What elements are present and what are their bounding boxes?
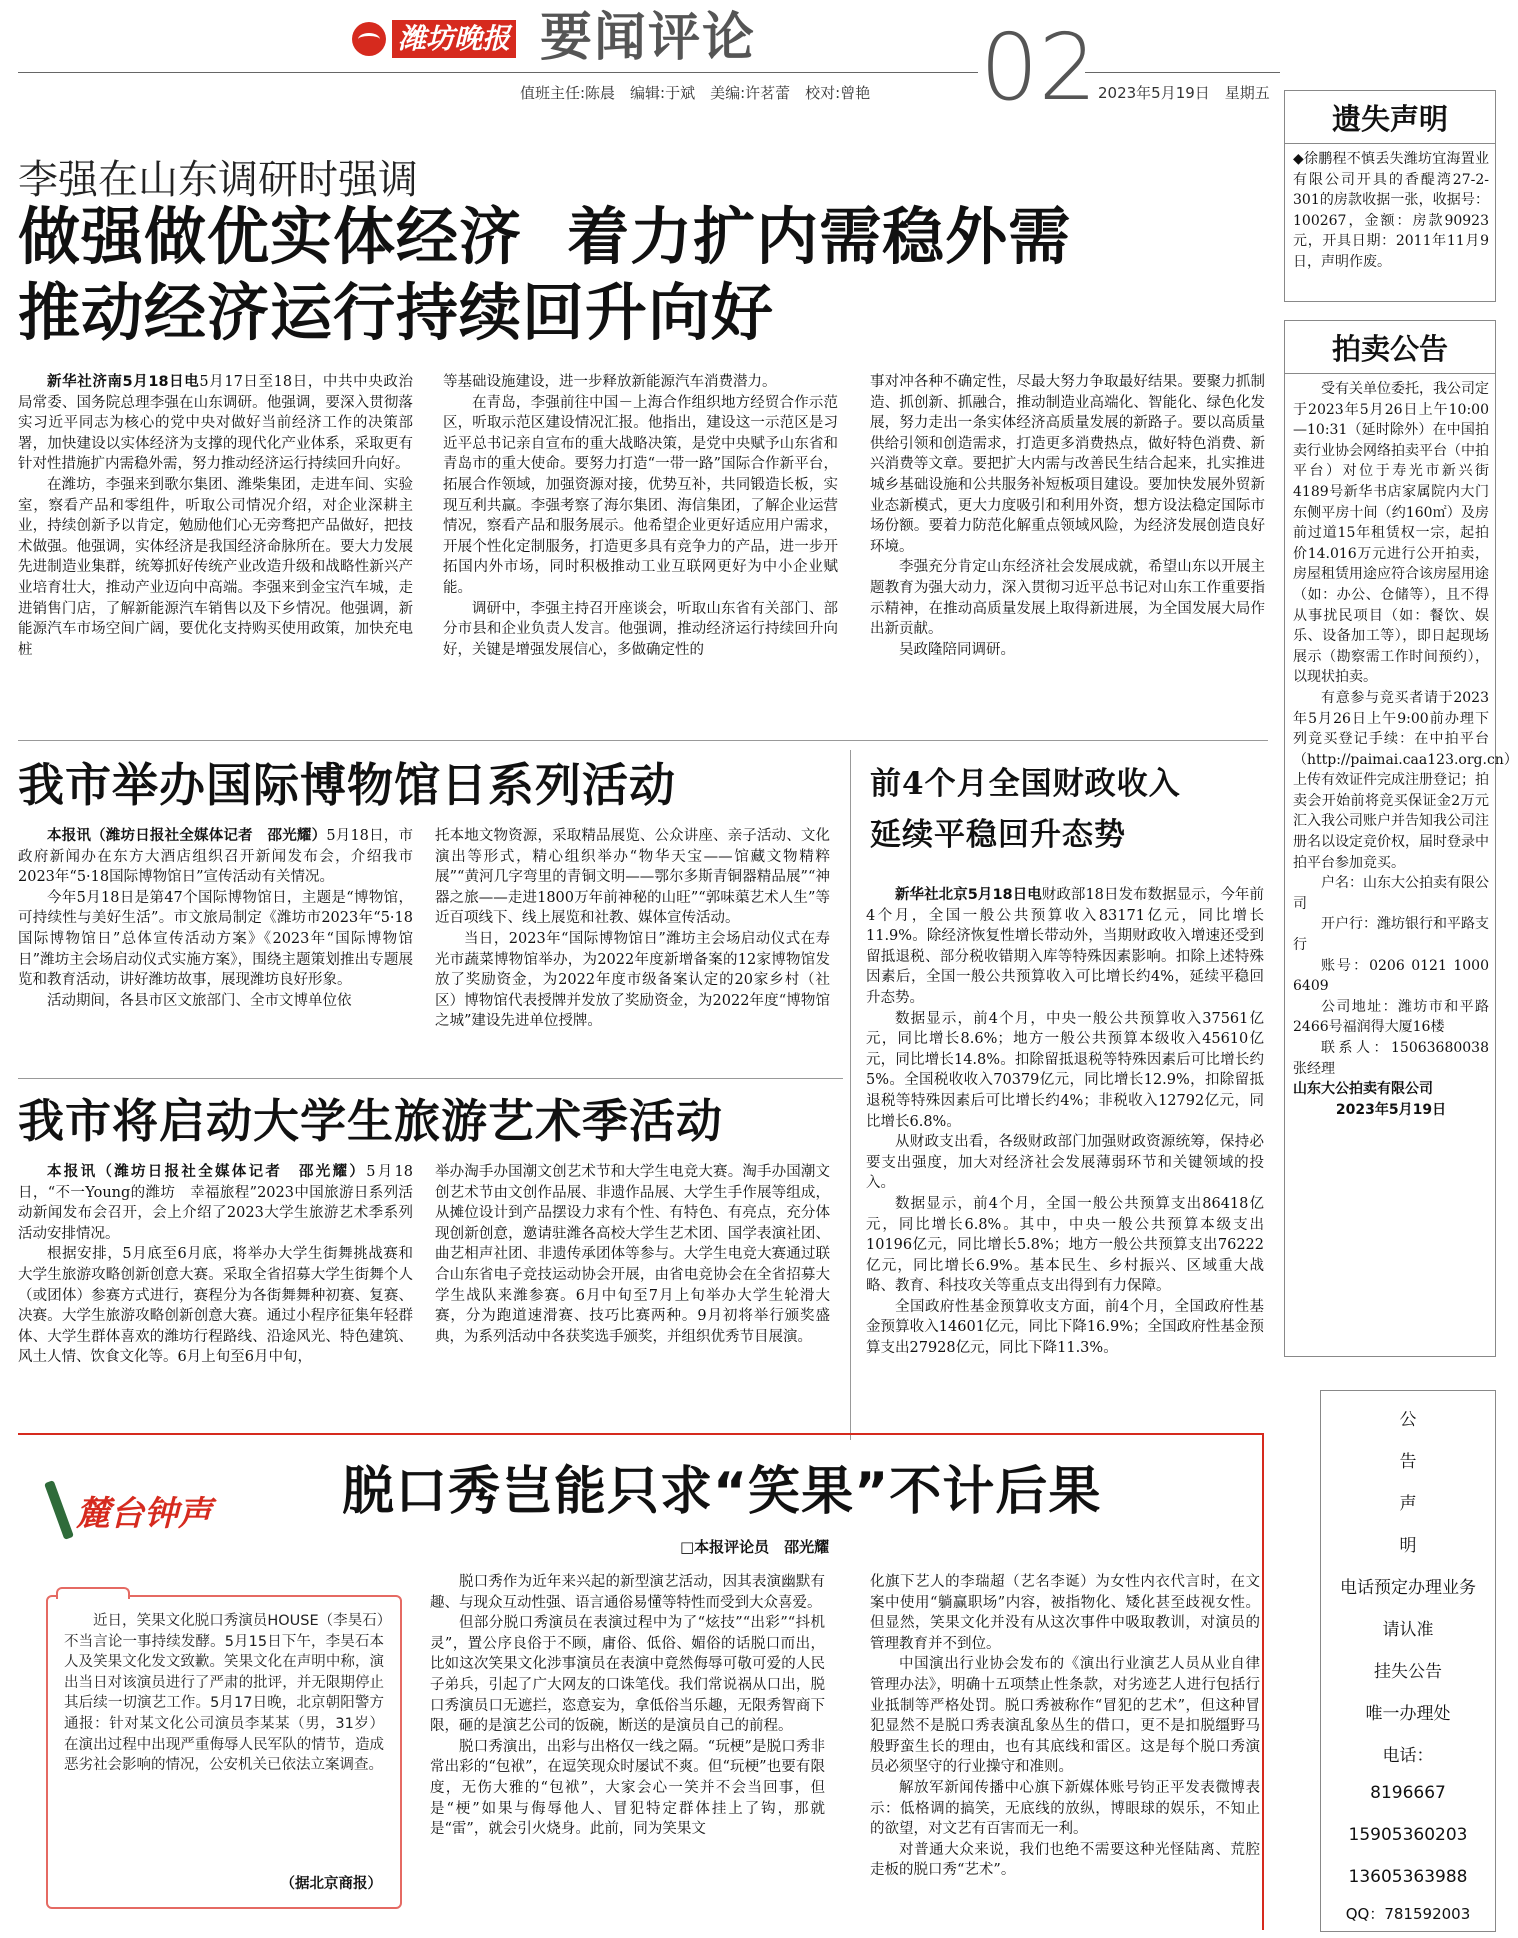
university-column-1 — [18, 1162, 413, 1427]
auction-line: 户名：山东大公拍卖有限公司 — [1293, 875, 1489, 912]
lead-byline: 新华社济南5月18日电 — [47, 374, 200, 390]
museum-paragraph: 活动期间，各县市区文旅部门、全市文博单位依 — [47, 992, 352, 1009]
commentary-column-1 — [430, 1572, 825, 1922]
phone-number: 15905360203 — [1348, 1825, 1468, 1845]
notice-line: 挂失公告 — [1374, 1662, 1442, 1682]
commentary-paragraph: 对普通大众来说，我们也绝不需要这种光怪陆离、荒腔走板的脱口秀“艺术”。 — [870, 1841, 1260, 1879]
lead-paragraph: 等基础设施建设，进一步释放新能源汽车消费潜力。 — [443, 374, 777, 390]
notice-line: 请认准 — [1382, 1620, 1434, 1640]
notice-line: 唯一办理处 — [1365, 1704, 1451, 1724]
fiscal-headline-2: 延续平稳回升态势 — [870, 817, 1126, 853]
auction-company: 山东大公拍卖有限公司 — [1293, 1081, 1433, 1098]
column-logo: 麓台钟声 — [76, 1494, 212, 1534]
sidebar-source: （据北京商报） — [280, 1876, 382, 1892]
masthead-rule-left — [18, 72, 978, 73]
lead-column-3 — [870, 372, 1265, 712]
museum-paragraph: 当日，2023年“国际博物馆日”潍坊主会场启动仪式在寿光市蔬菜博物馆举办，为2022年度新增备案的12家博物馆发放了奖励资金，为2022年度市级备案认定的20家乡村（社区）博物馆代表授牌并发放了奖励资金，为2022年度“博物馆之城”建设先进单位授牌。 — [435, 930, 830, 1030]
lead-paragraph: 5月17日至18日，中共中央政治局常委、国务院总理李强在山东调研。他强调，要深入贯彻落实习近平同志为核心的党中央对做好当前经济工作的决策部署，加快建设以实体经济为支撑的现代化产业体系，采取更有针对性措施扩内需稳外需，努力推动经济运行持续回升向好。 — [18, 374, 413, 473]
museum-headline: 我市举办国际博物馆日系列活动 — [18, 758, 676, 812]
fiscal-paragraph: 全国政府性基金预算收支方面，前4个月，全国政府性基金预算收入14601亿元，同比下降16.9%；全国政府性基金预算支出27928亿元，同比下降11.3%。 — [866, 1298, 1264, 1357]
page-number: 02 — [980, 14, 1098, 121]
university-column-2 — [435, 1162, 830, 1427]
museum-byline: 本报讯（潍坊日报社全媒体记者 邵光耀） — [47, 828, 327, 844]
commentary-author: □本报评论员 邵光耀 — [680, 1538, 830, 1556]
commentary-paragraph: 但部分脱口秀演员在表演过程中为了“炫技”“出彩”“抖机灵”，置公序良俗于不顾，庸俗、低俗、媚俗的话脱口而出，比如这次笑果文化涉事演员在表演中竟然侮辱可敬可爱的人民子弟兵，引起了广大网友的口诛笔伐。我们常说祸从口出，脱口秀演员口无遮拦，恣意妄为，拿低俗当乐趣，无限秀智商下限，砸的是演艺公司的饭碗，断送的是演员自己的前程。 — [430, 1615, 825, 1735]
issue-date: 2023年5月19日 星期五 — [1098, 84, 1270, 102]
museum-paragraph: 托本地文物资源，采取精品展览、公众讲座、亲子活动、文化演出等形式，精心组织举办“物华天宝——馆藏文物精粹展”“黄河几字弯里的青铜文明——鄂尔多斯青铜器精品展”“神器之旅——走进1800万年前神秘的山旺”“郭味蕖艺术人生”等近百项线下、线上展览和社教、媒体宣传活动。 — [435, 828, 830, 927]
notice-title-char: 告 — [1399, 1452, 1417, 1472]
auction-body — [1293, 379, 1518, 1120]
lead-paragraph: 在潍坊，李强来到歌尔集团、潍柴集团，走进车间、实验室，察看产品和零组件，听取公司情况介绍，对企业深耕主业，持续创新予以肯定，勉励他们心无旁骛把产品做好，把技术做强。他强调，实体经济是我国经济命脉所在。要大力发展先进制造业集群，统筹抓好传统产业改造升级和战略性新兴产业培育壮大，推动产业迈向中高端。李强来到金宝汽车城，走进销售门店，了解新能源汽车销售以及下乡情况。他强调，新能源汽车市场空间广阔，要优化支持购买使用政策，加快充电桩 — [18, 476, 413, 658]
lead-paragraph: 调研中，李强主持召开座谈会，听取山东省有关部门、部分市县和企业负责人发言。他强调，推动经济运行持续回升向好，关键是增强发展信心，多做确定性的 — [443, 600, 838, 658]
fiscal-paragraph: 财政部18日发布数据显示，今年前4个月，全国一般公共预算收入83171亿元，同比增长11.9%。除经济恢复性增长带动外，当期财政收入增速还受到留抵退税、部分税收错期入库等特殊因素影响。扣除上述特殊因素后，全国一般公共预算收入可比增长约4%，延续平稳回升态势。 — [866, 887, 1264, 1006]
lead-paragraph: 李强充分肯定山东经济社会发展成就，希望山东以开展主题教育为强大动力，深入贯彻习近平总书记对山东工作重要指示精神，在推动高质量发展上取得新进展，为全国发展大局作出新贡献。 — [870, 559, 1265, 638]
fiscal-column — [866, 885, 1264, 1443]
university-paragraph: 举办淘手办国潮文创艺术节和大学生电竞大赛。淘手办国潮文创艺术节由文创作品展、非遗作品展、大学生手作展等组成，从摊位设计到产品摆设力求有个性、有特色、有亮点，充分体现创新创意，邀请驻潍各高校大学生艺术团、国学表演社团、曲艺相声社团、非遗传承团体等参与。大学生电竞大赛通过联合山东省电子竞技运动协会开展，由省电竞协会在全省招募大学生战队来潍参赛。6月中旬至7月上旬举办大学生轮滑大赛，分为跑道速滑赛、技巧比赛两种。9月初将举行颁奖盛典，为系列活动中各获奖选手颁奖，并组织优秀节目展演。 — [435, 1164, 830, 1345]
fiscal-paragraph: 从财政支出看，各级财政部门加强财政资源统筹，保持必要支出强度，加大对经济社会发展薄弱环节和关键领域的投入。 — [866, 1134, 1264, 1192]
qq-number: QQ：781592003 — [1345, 1905, 1471, 1923]
university-paragraph: 根据安排，5月底至6月底，将举办大学生街舞挑战赛和大学生旅游攻略创新创意大赛。采取全省招募大学生街舞个人（或团体）参赛方式进行，赛程分为各街舞舞种初赛、复赛、决赛。大学生旅游攻略创新创意大赛。通过小程序征集年轻群体、大学生群体喜欢的潍坊行程路线、沿途风光、特色建筑、风土人情、饮食文化等。6月上旬至6月中旬， — [18, 1246, 413, 1366]
masthead — [0, 0, 1300, 121]
commentary-paragraph: 化旗下艺人的李瑞超（艺名李诞）为女性内衣代言时，在文案中使用“躺赢职场”内容，被指物化、矮化甚至歧视女性。但显然，笑果文化并没有从这次事件中吸取教训，对演员的管理教育并不到位。 — [870, 1574, 1260, 1652]
phone-label: 电话： — [1382, 1746, 1434, 1766]
auction-line: 联系人：15063680038 张经理 — [1293, 1040, 1503, 1077]
commentary-paragraph: 中国演出行业协会发布的《演出行业演艺人员从业自律管理办法》，明确十五项禁止性条款，对劣迹艺人进行包括行业抵制等严格处罚。脱口秀被称作“冒犯的艺术”，但这种冒犯显然不是脱口秀表演乱象丛生的借口，更不是扣脱缰野马般野蛮生长的理由，也有其底线和雷区。这是每个脱口秀演员必须坚守的行业操守和准则。 — [870, 1656, 1260, 1776]
commentary-paragraph: 脱口秀作为近年来兴起的新型演艺活动，因其表演幽默有趣、与现众互动性强、语言通俗易懂等特性而受到大众喜爱。 — [430, 1574, 825, 1611]
lead-headline-2: 推动经济运行持续回升向好 — [18, 276, 775, 349]
commentary-headline: 脱口秀岂能只求“笑果”不计后果 — [342, 1462, 1102, 1522]
auction-box — [1284, 320, 1518, 1357]
auction-line: 账号：0206 0121 1000 6409 — [1293, 957, 1489, 995]
notice-line: 电话预定办理业务 — [1340, 1578, 1476, 1598]
auction-line: 公司地址：潍坊市和平路2466号福润得大厦16楼 — [1293, 998, 1489, 1036]
lead-kicker: 李强在山东调研时强调 — [18, 157, 418, 203]
museum-paragraph: 5月18日，市政府新闻办在东方大酒店组织召开新闻发布会，介绍我市2023年“5·18国际博物馆日”宣传活动有关情况。 — [18, 828, 413, 886]
university-paragraph: 5月18日，“不一Young的潍坊 幸福旅程”2023中国旅游日系列活动新闻发布会召开，会上介绍了2023大学生旅游艺术季系列活动安排情况。 — [18, 1164, 413, 1242]
commentary-paragraph: 解放军新闻传播中心旗下新媒体账号钧正平发表微博表示：低格调的搞笑，无底线的放纵，博眼球的娱乐，不知止的欲望，对文艺有百害而无一利。 — [870, 1779, 1260, 1838]
lost-notice-title: 遗失声明 — [1331, 102, 1448, 136]
notice-title-char: 明 — [1399, 1536, 1417, 1556]
notice-title-char: 公 — [1399, 1410, 1417, 1430]
fiscal-paragraph: 数据显示，前4个月，中央一般公共预算收入37561亿元，同比增长8.6%；地方一般公共预算本级收入45610亿元，同比增长14.8%。扣除留抵退税等特殊因素后可比增长约5%。全国税收收入70379亿元，同比增长12.9%，扣除留抵退税等特殊因素后可比增长约4%；非税收入12792亿元，同比增长6.8%。 — [866, 1010, 1264, 1130]
sidebar-tab — [56, 1587, 130, 1599]
service-notice-box — [1320, 1390, 1496, 1932]
lost-notice-box — [1284, 90, 1496, 302]
university-byline: 本报讯（潍坊日报社全媒体记者 邵光耀） — [47, 1164, 367, 1180]
divider — [850, 750, 851, 1440]
lead-paragraph: 吴政隆陪同调研。 — [899, 641, 1015, 658]
brand-logo-swoosh — [358, 33, 380, 46]
lead-headline-1: 做强做优实体经济 着力扩内需稳外需 — [18, 200, 1072, 273]
museum-paragraph: 今年5月18日是第47个国际博物馆日，主题是“博物馆，可持续性与美好生活”。市文旅局制定《潍坊市2023年“5·18国际博物馆日”总体宣传活动方案》《2023年“国际博物馆日”潍坊主会场启动仪式实施方案》，围绕主题策划推出专题展览和教育活动，讲好潍坊故事，展现潍坊良好形象。 — [18, 889, 413, 989]
divider — [18, 740, 1268, 741]
brand-name: 潍坊晚报 — [392, 20, 516, 58]
staff-credits: 值班主任:陈晨 编辑:于斌 美编:许茗蕾 校对:曾艳 — [520, 84, 871, 102]
auction-paragraph: 受有关单位委托，我公司定于2023年5月26日上午10:00—10:31（延时除外）在中国拍卖行业协会网络拍卖平台（中拍平台）对位于寿光市新兴街4189号新华书店家属院内大门东侧平房十间（约160㎡）及房前过道15年租赁权一宗，起拍价14.016万元进行公开拍卖，房屋租赁用途应符合该房屋用途（如：办公、仓储等），且不得从事扰民项目（如：餐饮、娱乐、设备加工等），即日起现场展示（勘察需工作时间预约），以现状拍卖。 — [1293, 381, 1489, 686]
lost-notice-text: ◆徐鹏程不慎丢失潍坊宜海置业有限公司开具的香醍湾27-2-301的房款收据一张，收据号：100267，金额：房款90923元，开具日期：2011年11月9日，声明作废。 — [1293, 151, 1489, 270]
commentary-sidebar — [46, 1595, 402, 1909]
phone-number: 8196667 — [1370, 1783, 1446, 1803]
section-title: 要闻评论 — [540, 8, 757, 68]
fiscal-byline: 新华社北京5月18日电 — [895, 887, 1042, 903]
divider — [1285, 143, 1495, 144]
notice-title-char: 声 — [1399, 1494, 1417, 1514]
lead-paragraph: 在青岛，李强前往中国－上海合作组织地方经贸合作示范区，听取示范区建设情况汇报。他指出，建设这一示范区是习近平总书记亲自宣布的重大战略决策，是党中央赋予山东省和青岛市的重大使命。要努力打造“一带一路”国际合作新平台，拓展合作领域，加强资源对接，优势互补，共同锻造长板，实现互利共赢。李强考察了海尔集团、海信集团，了解企业运营情况，察看产品和服务展示。他希望企业更好适应用户需求，开展个性化定制服务，打造更多具有竞争力的产品，进一步开拓国内外市场，同时积极推动工业互联网更好为中小企业赋能。 — [443, 394, 838, 596]
divider — [18, 1078, 843, 1079]
auction-title: 拍卖公告 — [1331, 332, 1448, 366]
fiscal-headline-1: 前4个月全国财政收入 — [870, 766, 1181, 802]
sidebar-text: 近日，笑果文化脱口秀演员HOUSE（李昊石）不当言论一事持续发酵。5月15日下午，李昊石本人及笑果文化发文致歉。笑果文化在声明中称，演出当日对该演员进行了严肃的批评，并无限期停止其后续一切演艺工作。5月17日晚，北京朝阳警方通报：针对某文化公司演员李某某（男，31岁）在演出过程中出现严重侮辱人民军队的情节，造成恶劣社会影响的情况，公安机关已依法立案调查。 — [64, 1613, 384, 1774]
lead-column-1 — [18, 372, 413, 712]
auction-paragraph: 有意参与竞买者请于2023年5月26日上午9:00前办理下列竞买登记手续：在中拍平台（http://paimai.caa123.org.cn）上传有效证件完成注册登记；拍卖会开始前将竞买保证金2万元汇入我公司账户并告知我公司注册名以设定竞价权，届时登录中拍平台参加竞买。 — [1293, 689, 1518, 871]
museum-column-1 — [18, 826, 413, 1056]
commentary-paragraph: 脱口秀演出，出彩与出格仅一线之隔。“玩梗”是脱口秀非常出彩的“包袱”，在逗笑现众时屡试不爽。但“玩梗”也要有限度，无伤大雅的“包袱”，大家会心一笑并不会当回事，但是“梗”如果与侮辱他人、冒犯特定群体挂上了钩，那就是“雷”，就会引火烧身。此前，同为笑果文 — [430, 1738, 825, 1838]
lead-column-2 — [443, 372, 838, 712]
divider — [1285, 373, 1495, 374]
fiscal-paragraph: 数据显示，前4个月，全国一般公共预算支出86418亿元，同比增长6.8%。其中，中央一般公共预算本级支出10196亿元，同比增长5.8%；地方一般公共预算支出76222亿元，同比增长6.9%。基本民生、乡村振兴、区域重大战略、教育、科技攻关等重点支出得到有力保障。 — [866, 1195, 1264, 1295]
museum-column-2 — [435, 826, 830, 1056]
university-headline: 我市将启动大学生旅游艺术季活动 — [18, 1094, 723, 1148]
masthead-rule-right — [1085, 72, 1280, 73]
auction-line: 开户行：潍坊银行和平路支行 — [1293, 916, 1489, 954]
lead-paragraph: 事对冲各种不确定性，尽最大努力争取最好结果。要聚力抓制造、抓创新、抓融合，推动制造业高端化、智能化、绿色化发展，努力走出一条实体经济高质量发展的新路子。要以高质量供给引领和创造需求，打造更多消费热点，做好特色消费、新兴消费等文章。要把扩大内需与改善民生结合起来，扎实推进城乡基础设施和公共服务补短板项目建设。要加快发展外贸新业态新模式，更大力度吸引和利用外资，想方设法稳定国际市场份额。要着力防范化解重点领域风险，为经济发展创造良好环境。 — [870, 374, 1265, 555]
phone-number: 13605363988 — [1348, 1867, 1468, 1887]
commentary-column-2 — [870, 1572, 1260, 1922]
auction-date: 2023年5月19日 — [1335, 1101, 1447, 1118]
